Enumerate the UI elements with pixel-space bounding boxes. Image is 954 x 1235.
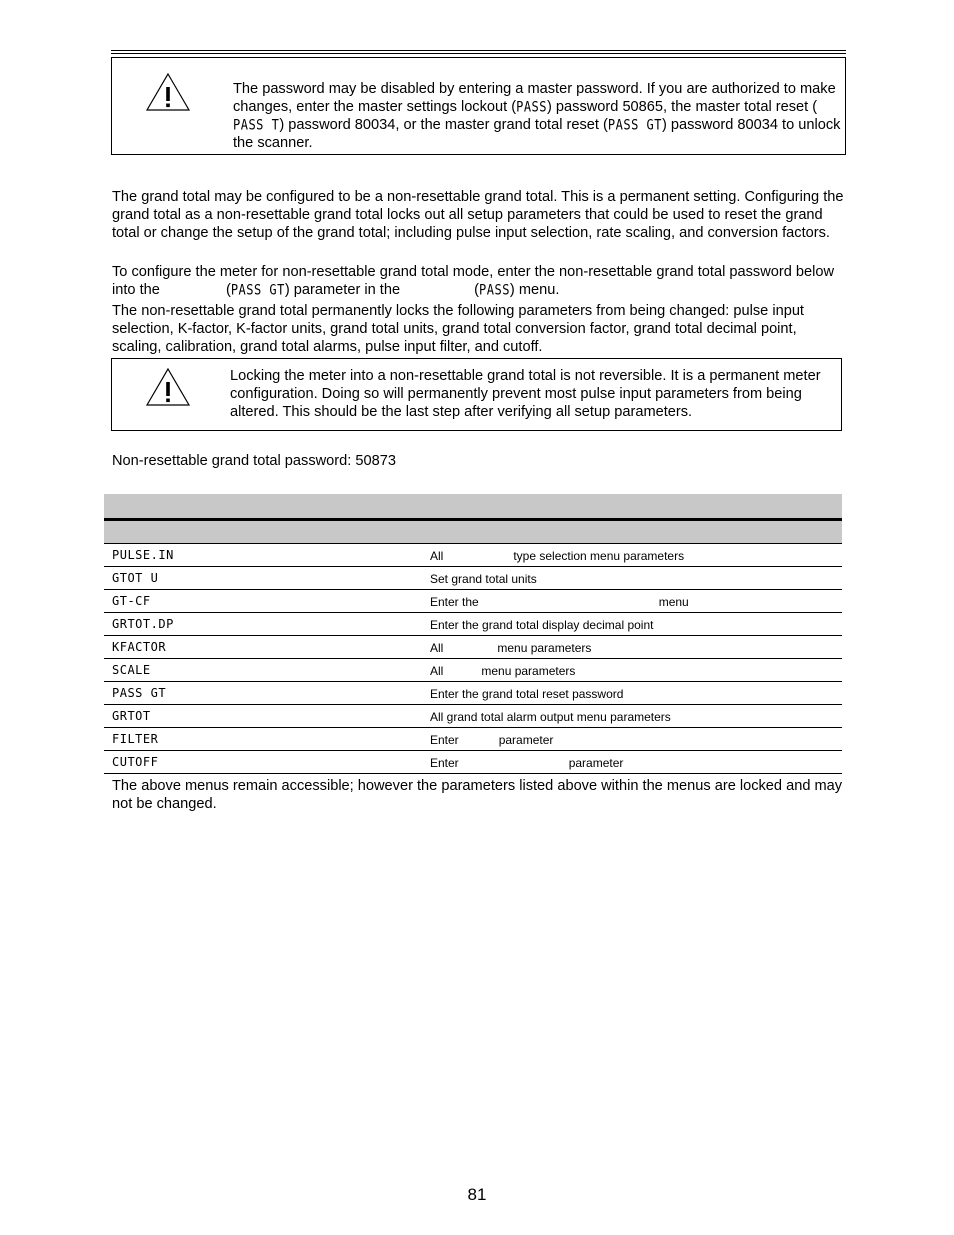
table-row <box>104 751 842 774</box>
menu-code: GRTOT <box>112 709 151 723</box>
table-header-band <box>104 494 842 521</box>
master-password-warning-text: The password may be disabled by entering a master password. If you are authorized to make changes, enter the master settings lockout (PASS) password 50865, the master total reset (PASS T) password 80034, or the master grand total reset (PASS GT) password 80034 to unlock the scanner. <box>233 81 841 151</box>
table-subheader-band <box>104 521 842 544</box>
menu-code: KFACTOR <box>112 640 167 654</box>
password-line: Non-resettable grand total password: 50873 <box>112 453 396 469</box>
menu-code: PASS GT <box>112 686 167 700</box>
menu-code: FILTER <box>112 732 159 746</box>
menu-description: Enter the grand total display decimal point <box>430 618 654 632</box>
menu-description: All menu parameters <box>430 664 576 678</box>
warning-triangle-icon <box>145 72 191 112</box>
menu-description: Set grand total units <box>430 572 537 586</box>
lock-warning-text: Locking the meter into a non-resettable grand total is not reversible. It is a permanent meter configuration. Doing so will permanently prevent most pulse input parameters from being altered. This should be the last step after verifying all setup parameters. <box>230 368 821 420</box>
menu-code: CUTOFF <box>112 755 159 769</box>
table-row <box>104 728 842 751</box>
menu-description: Enter the grand total reset password <box>430 687 624 701</box>
header-rule <box>111 50 846 54</box>
menu-code: SCALE <box>112 663 151 677</box>
menu-description: Enter the menu <box>430 595 689 609</box>
table-row <box>104 659 842 682</box>
menu-description: All type selection menu parameters <box>430 549 685 563</box>
warning-triangle-icon <box>145 367 191 407</box>
table-row <box>104 567 842 590</box>
table-row <box>104 544 842 567</box>
locked-parameters-paragraph: The non-resettable grand total permanently locks the following parameters from being changed: pulse input selection, K-factor, K-factor units, grand total units, grand total conversion factor, grand total decimal point, scaling, calibration, grand total alarms, pulse input filter, and cutoff. <box>112 303 804 355</box>
table-row <box>104 613 842 636</box>
table-row <box>104 705 842 728</box>
table-row <box>104 636 842 659</box>
menu-code: GT-CF <box>112 594 151 608</box>
menu-description: All grand total alarm output menu parameters <box>430 710 671 724</box>
lock-warning-box <box>111 358 842 431</box>
configure-paragraph: To configure the meter for non-resettable grand total mode, enter the non-resettable grand total password below into the (PASS GT) parameter in the (PASS) menu. <box>112 264 835 299</box>
menu-description: All menu parameters <box>430 641 592 655</box>
master-password-warning-box <box>111 57 846 155</box>
table-row <box>104 682 842 705</box>
intro-paragraph: The grand total may be configured to be a non-resettable grand total. This is a permanent setting. Configuring the grand total as a non-resettable grand total locks out all setup parameters that could be used to reset the grand total or change the setup of the grand total; including pulse input selection, rate scaling, and conversion factors. <box>112 189 844 241</box>
menu-description: Enter parameter <box>430 756 624 770</box>
locked-menus-table <box>104 494 842 774</box>
page-number: 81 <box>467 1185 487 1204</box>
menu-description: Enter parameter <box>430 733 554 747</box>
menu-code: GRTOT.DP <box>112 617 174 631</box>
menu-code: PULSE.IN <box>112 548 174 562</box>
table-row <box>104 590 842 613</box>
menu-code: GTOT U <box>112 571 159 585</box>
closing-paragraph: The above menus remain accessible; however the parameters listed above within the menus are locked and may not be changed. <box>112 778 843 812</box>
